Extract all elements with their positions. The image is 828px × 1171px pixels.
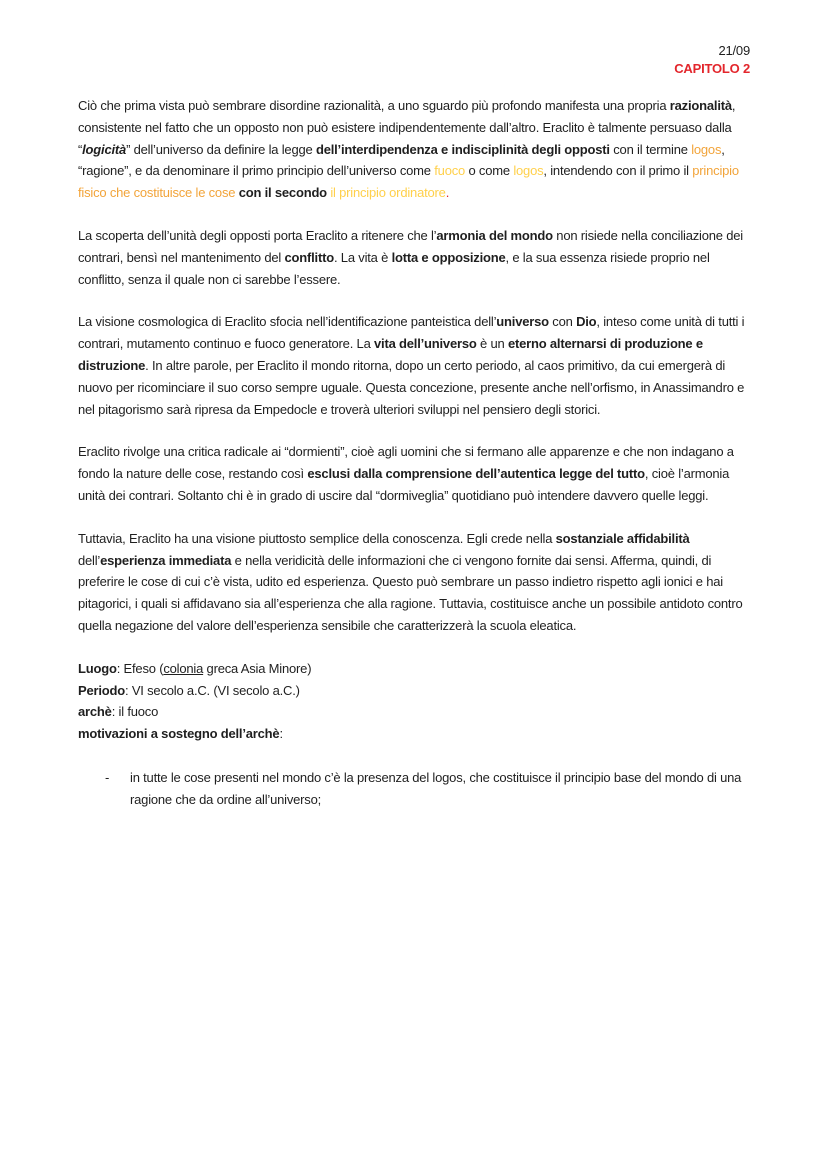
text-run: , cioè l’armonia unità dei contrari. Soltanto chi è in grado di uscire dal “dormiveglia” quotidiano può intendere davvero quelle leggi. xyxy=(78,466,730,503)
bullet-marker: - xyxy=(105,769,110,785)
bullet-text xyxy=(130,770,741,807)
text-run: è un xyxy=(476,336,508,352)
document-body xyxy=(78,95,750,811)
text-run: Ciò che prima vista può sembrare disordine razionalità, a uno sguardo più profondo manifesta una propria xyxy=(78,98,670,113)
text-run: fuoco xyxy=(434,163,466,179)
text-run: e nella veridicità delle informazioni che ci vengono fornite dai sensi. Afferma, quindi, di preferire le cose di cui c’è vista, udito ed esperienza. Questo può sembrare un passo indietro rispetto agli ionici e hai pitagorici, i quali si affidavano sia all’esperienza che alla ragione. Tuttavia, costituisce anche un possibile antidoto contro quella negazione del valore dell’esperienza sensibile che caratterizzerà la scuola eleatica. xyxy=(78,552,743,633)
text-run: La visione cosmologica di Eraclito sfocia nell’identificazione panteistica dell’ xyxy=(78,314,497,330)
info-line xyxy=(78,701,750,723)
text-run: : xyxy=(279,726,283,742)
text-run: dell’ xyxy=(78,552,101,568)
text-run: , intendendo con il primo il xyxy=(543,163,693,179)
text-run: ” dell’universo da definire la legge xyxy=(126,141,316,157)
text-run: vita dell’universo xyxy=(374,336,477,352)
paragraph xyxy=(78,95,750,204)
text-run: archè xyxy=(78,704,112,720)
text-run: greca Asia Minore) xyxy=(203,660,312,676)
text-run: : VI secolo a.C. (VI secolo a.C.) xyxy=(125,682,300,698)
text-run: La scoperta dell’unità degli opposti porta Eraclito a ritenere che l’ xyxy=(78,227,437,243)
text-run: principio fisico che costituisce le cose xyxy=(78,163,739,201)
text-run: logos xyxy=(691,141,722,157)
text-run: esperienza immediata xyxy=(100,552,232,568)
text-run: Tuttavia, Eraclito ha una visione piuttosto semplice della conoscenza. Egli crede nella xyxy=(78,530,556,546)
text-run: logos xyxy=(513,163,544,179)
text-run: o come xyxy=(465,163,514,179)
text-run: : il fuoco xyxy=(111,704,159,720)
text-run: Eraclito rivolge una critica radicale ai “dormienti”, cioè agli uomini che si fermano alle apparenze e che non indagano a fondo la nature delle cose, restando così xyxy=(78,444,734,482)
text-run: eterno alternarsi di produzione e distruzione xyxy=(78,336,703,373)
text-run: esclusi dalla comprensione dell’autentica legge del tutto xyxy=(307,466,645,482)
text-run: non risiede nella conciliazione dei contrari, bensì nel mantenimento del xyxy=(78,227,743,265)
text-run: dell’interdipendenza e indisciplinità degli opposti xyxy=(315,141,610,157)
text-run: . In altre parole, per Eraclito il mondo ritorna, dopo un certo periodo, al caos primitivo, da cui emergerà di nuovo per ricominciare il suo corso sempre uguale. Questa concezione, presente anche nell’orfismo, in Anassimandro e nel pitagorismo sarà ripresa da Empedocle e troverà ulteriori sviluppi nel pensiero degli storici. xyxy=(78,357,745,417)
text-run: in tutte le cose presenti nel mondo c’è la presenza del logos, che costituisce il principio base del mondo di una ragione che da ordine all’universo; xyxy=(130,769,742,807)
text-run: sostanziale affidabilità xyxy=(555,530,690,546)
paragraph xyxy=(78,225,750,290)
bullet-item xyxy=(78,767,750,811)
text-run: armonia del mondo xyxy=(436,227,553,243)
text-run: colonia xyxy=(163,660,204,676)
text-run: lotta e opposizione xyxy=(391,249,506,265)
text-run: . xyxy=(445,185,450,201)
text-run: , “ragione”, e da denominare il primo principio dell’universo come xyxy=(78,141,725,179)
text-run: , consistente nel fatto che un opposto non può esistere indipendentemente dall’altro. Eraclito è talmente persuaso dalla “ xyxy=(78,98,736,157)
text-run: con xyxy=(548,314,577,330)
info-line xyxy=(78,658,750,680)
text-run: Periodo xyxy=(78,682,125,698)
paragraph xyxy=(78,528,750,637)
text-run: logicità xyxy=(82,141,127,157)
paragraph xyxy=(78,311,750,420)
text-run: . La vita è xyxy=(333,249,392,265)
date-label: 21/09 xyxy=(718,43,750,58)
text-run: con il termine xyxy=(609,141,692,157)
text-run: razionalità xyxy=(669,98,732,113)
text-run: , inteso come unità di tutti i contrari, mutamento continuo e fuoco generatore. La xyxy=(78,314,745,352)
text-run: universo xyxy=(496,314,549,330)
text-run: con il secondo xyxy=(235,185,331,201)
chapter-title: CAPITOLO 2 xyxy=(674,61,750,76)
text-run: motivazioni a sostegno dell’archè xyxy=(78,726,280,742)
page-header xyxy=(0,0,828,78)
text-run: : Efeso ( xyxy=(116,660,164,676)
info-line xyxy=(78,723,750,745)
text-run: il principio ordinatore xyxy=(330,185,446,201)
text-run: Luogo xyxy=(78,660,117,676)
text-run: conflitto xyxy=(284,249,334,265)
paragraph xyxy=(78,441,750,506)
info-line xyxy=(78,680,750,702)
text-run: , e la sua essenza risiede proprio nel conflitto, senza il quale non ci sarebbe l’essere. xyxy=(78,249,710,287)
text-run: Dio xyxy=(576,314,597,330)
